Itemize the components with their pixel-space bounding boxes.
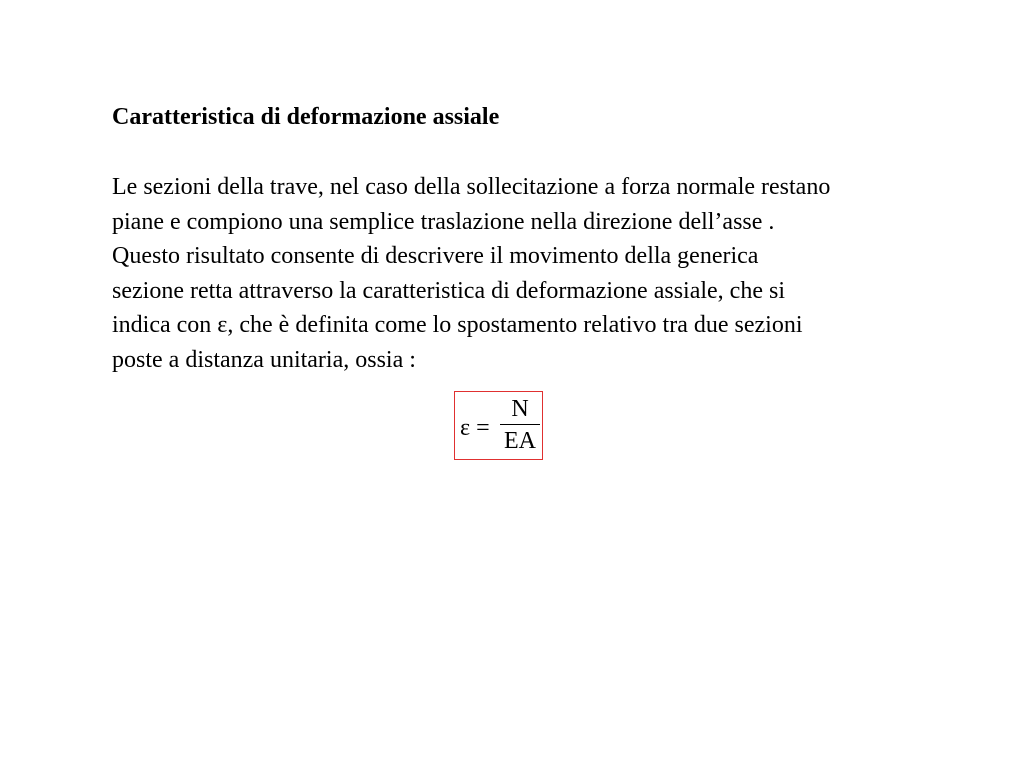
paragraph-line: Questo risultato consente di descrivere il movimento della generica	[112, 243, 759, 269]
slide-title: Caratteristica di deformazione assiale	[112, 104, 500, 130]
formula-box	[454, 391, 543, 460]
paragraph-line: poste a distanza unitaria, ossia :	[112, 346, 416, 373]
body-paragraph	[112, 170, 992, 377]
paragraph-line: piane e compiono una semplice traslazione nella direzione dell’asse .	[112, 208, 775, 235]
paragraph-line: indica con ε, che è definita come lo spostamento relativo tra due sezioni	[112, 312, 803, 338]
paragraph-line: Le sezioni della trave, nel caso della sollecitazione a forza normale restano	[112, 174, 831, 200]
fraction-bar	[500, 424, 540, 425]
formula-denominator: EA	[504, 428, 536, 454]
formula-lhs: ε =	[460, 415, 490, 441]
formula-numerator: N	[511, 396, 529, 422]
paragraph-line: sezione retta attraverso la caratteristica di deformazione assiale, che si	[112, 277, 785, 304]
formula-fraction	[499, 395, 541, 455]
